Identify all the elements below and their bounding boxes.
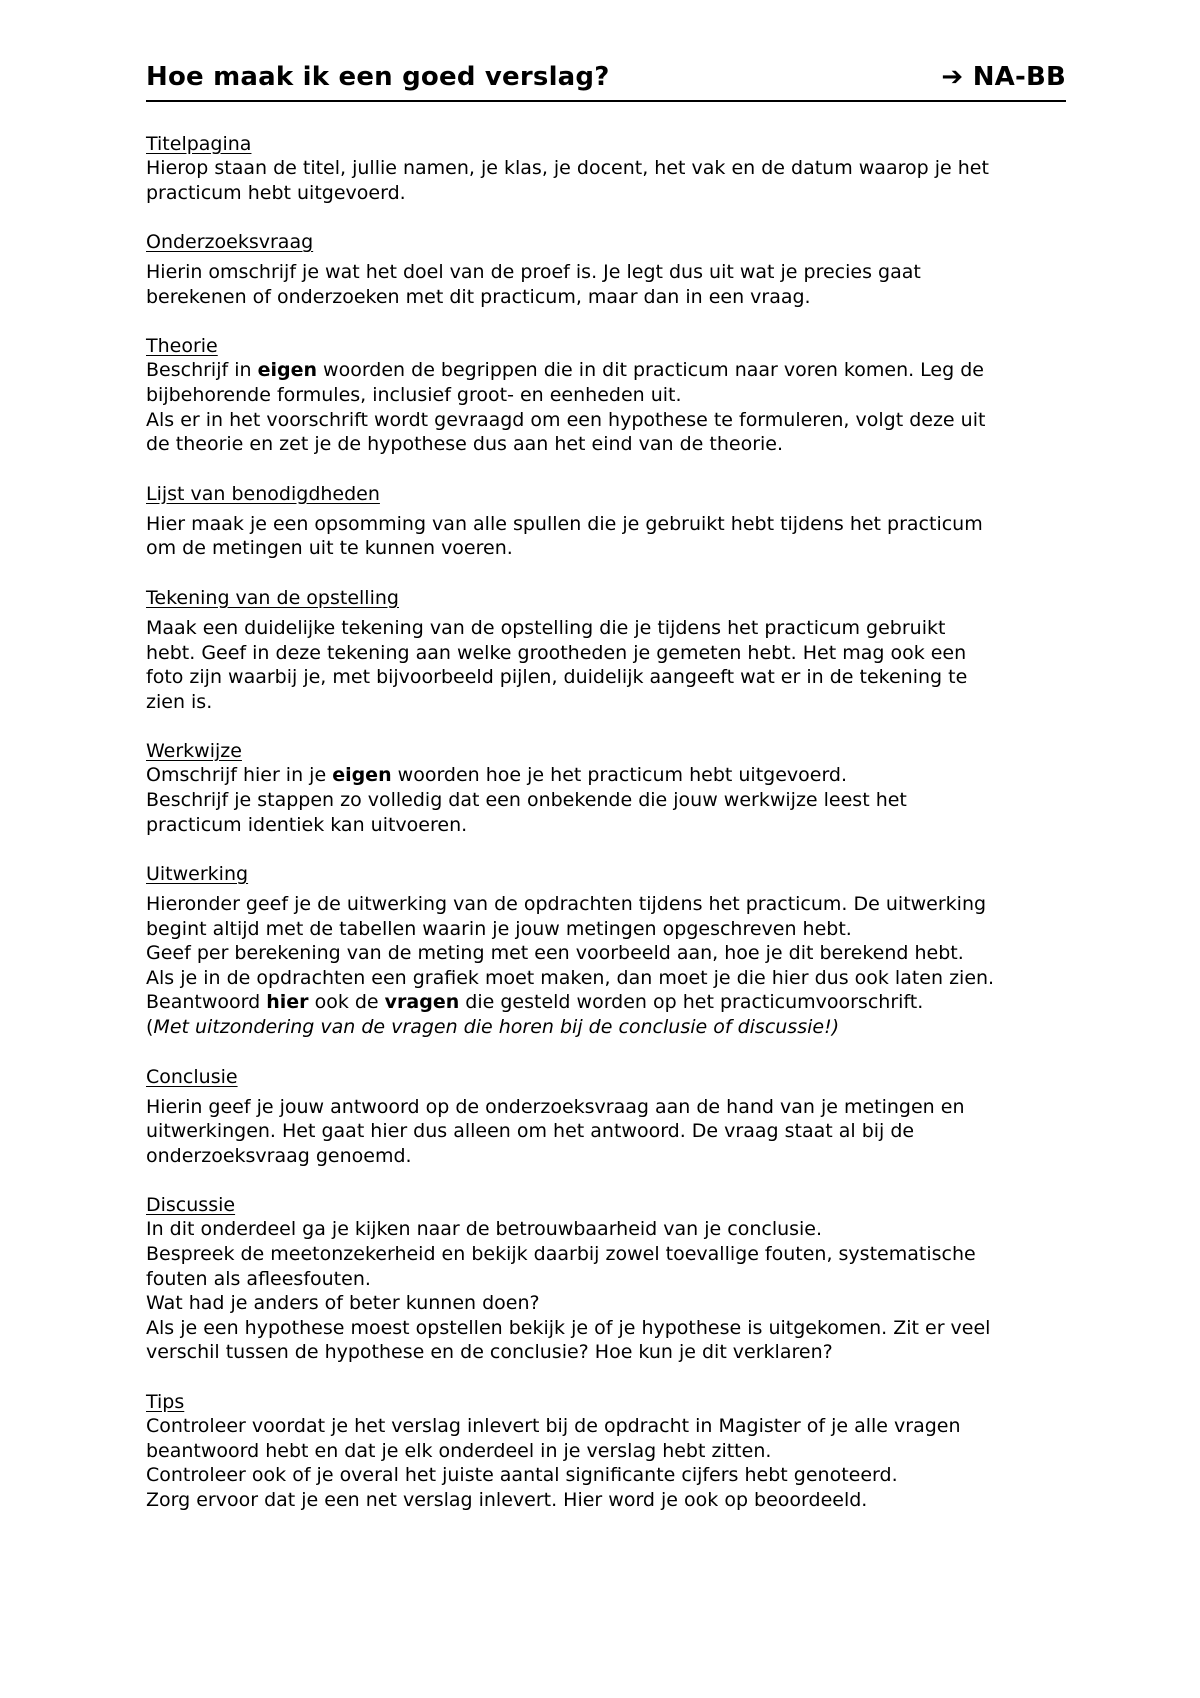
- body-line: [146, 383, 1066, 408]
- body-text: bijbehorende formules, inclusief groot- en eenheden uit.: [146, 383, 682, 406]
- body-text: Hier maak je een opsomming van alle spullen die je gebruikt hebt tijdens het practicum: [146, 512, 983, 535]
- body-text: Zorg ervoor dat je een net verslag inlevert. Hier word je ook op beoordeeld.: [146, 1488, 868, 1511]
- body-text: Maak een duidelijke tekening van de opstelling die je tijdens het practicum gebruikt: [146, 616, 946, 639]
- section-list: [146, 132, 1066, 1512]
- body-line: [146, 763, 1066, 788]
- section: [146, 132, 1066, 205]
- document-header: [146, 54, 1066, 102]
- body-line: [146, 665, 1066, 690]
- body-line: [146, 1340, 1066, 1365]
- emphasis-text: eigen: [257, 359, 317, 382]
- body-text: Als je een hypothese moest opstellen bekijk je of je hypothese is uitgekomen. Zit er veel: [146, 1316, 991, 1339]
- section: [146, 1193, 1066, 1365]
- body-text: ook de: [308, 991, 385, 1014]
- body-line: [146, 156, 1066, 181]
- body-text: Bespreek de meetonzekerheid en bekijk daarbij zowel toevallige fouten, systematische: [146, 1243, 976, 1266]
- section-heading: Lijst van benodigdheden: [146, 482, 380, 505]
- body-text: Als je in de opdrachten een grafiek moet maken, dan moet je die hier dus ook laten zien.: [146, 966, 995, 989]
- section-body: [146, 763, 1066, 837]
- body-text: Omschrijf hier in je: [146, 764, 333, 787]
- section-body: [146, 892, 1066, 1040]
- body-text: Als er in het voorschrift wordt gevraagd om een hypothese te formuleren, volgt deze uit: [146, 408, 986, 431]
- document-page: [146, 54, 1066, 1537]
- body-line: [146, 358, 1066, 383]
- section-body: [146, 1217, 1066, 1365]
- body-line: [146, 181, 1066, 206]
- section-heading: Tekening van de opstelling: [146, 586, 399, 609]
- body-line: [146, 1463, 1066, 1488]
- body-line: [146, 1242, 1066, 1267]
- body-line: [146, 1439, 1066, 1464]
- body-line: [146, 892, 1066, 917]
- body-line: [146, 1291, 1066, 1316]
- section-body: [146, 1095, 1066, 1169]
- body-text: die gesteld worden op het practicumvoorschrift.: [459, 991, 924, 1014]
- body-text: beantwoord hebt en dat je elk onderdeel in je verslag hebt zitten.: [146, 1439, 772, 1462]
- body-line: [146, 966, 1066, 991]
- emphasis-text: hier: [266, 991, 309, 1014]
- body-line: [146, 1119, 1066, 1144]
- body-text: uitwerkingen. Het gaat hier dus alleen om het antwoord. De vraag staat al bij de: [146, 1120, 915, 1143]
- body-text: practicum hebt uitgevoerd.: [146, 181, 406, 204]
- italic-text: Met uitzondering van de vragen die horen bij de conclusie of discussie!): [153, 1016, 840, 1039]
- section: [146, 230, 1066, 309]
- body-text: Wat had je anders of beter kunnen doen?: [146, 1292, 540, 1315]
- body-text: verschil tussen de hypothese en de conclusie? Hoe kun je dit verklaren?: [146, 1341, 833, 1364]
- body-line: [146, 1414, 1066, 1439]
- body-text: Hieronder geef je de uitwerking van de opdrachten tijdens het practicum. De uitwerking: [146, 893, 987, 916]
- section-body: [146, 616, 1066, 714]
- body-line: [146, 1144, 1066, 1169]
- body-line: [146, 616, 1066, 641]
- body-line: [146, 432, 1066, 457]
- body-line: [146, 1217, 1066, 1242]
- arrow-icon: ➔: [941, 62, 964, 92]
- body-line: [146, 1015, 1066, 1040]
- body-line: [146, 690, 1066, 715]
- body-text: Hierin omschrijf je wat het doel van de proef is. Je legt dus uit wat je precies gaat: [146, 261, 921, 284]
- body-line: [146, 408, 1066, 433]
- document-title: Hoe maak ik een goed verslag?: [146, 62, 610, 92]
- body-line: [146, 512, 1066, 537]
- level-tag: [941, 54, 1066, 100]
- section: [146, 862, 1066, 1040]
- body-text: begint altijd met de tabellen waarin je jouw metingen opgeschreven hebt.: [146, 917, 852, 940]
- body-text: Controleer ook of je overal het juiste aantal significante cijfers hebt genoteerd.: [146, 1464, 898, 1487]
- section-heading: Uitwerking: [146, 863, 249, 886]
- body-text: fouten als afleesfouten.: [146, 1267, 371, 1290]
- body-text: zien is.: [146, 690, 213, 713]
- body-line: [146, 536, 1066, 561]
- level-tag-label: NA-BB: [972, 62, 1066, 92]
- body-text: Beantwoord: [146, 991, 267, 1014]
- section-body: [146, 260, 1066, 309]
- body-text: Hierin geef je jouw antwoord op de onderzoeksvraag aan de hand van je metingen en: [146, 1095, 965, 1118]
- body-line: [146, 813, 1066, 838]
- body-line: [146, 641, 1066, 666]
- body-text: foto zijn waarbij je, met bijvoorbeeld pijlen, duidelijk aangeeft wat er in de tekening te: [146, 666, 968, 689]
- section-heading: Theorie: [146, 335, 218, 358]
- section-heading: Conclusie: [146, 1065, 238, 1088]
- emphasis-text: eigen: [332, 764, 392, 787]
- section-heading: Onderzoeksvraag: [146, 231, 314, 254]
- section-body: [146, 1414, 1066, 1512]
- section-heading: Discussie: [146, 1194, 236, 1217]
- body-line: [146, 941, 1066, 966]
- section-body: [146, 358, 1066, 456]
- body-text: hebt. Geef in deze tekening aan welke grootheden je gemeten hebt. Het mag ook een: [146, 641, 967, 664]
- body-text: (: [146, 1016, 154, 1039]
- body-line: [146, 990, 1066, 1015]
- body-text: woorden hoe je het practicum hebt uitgevoerd.: [391, 764, 848, 787]
- body-text: onderzoeksvraag genoemd.: [146, 1144, 412, 1167]
- body-text: woorden de begrippen die in dit practicum naar voren komen. Leg de: [317, 359, 984, 382]
- body-text: practicum identiek kan uitvoeren.: [146, 813, 468, 836]
- body-line: [146, 917, 1066, 942]
- body-line: [146, 260, 1066, 285]
- section: [146, 482, 1066, 561]
- body-line: [146, 285, 1066, 310]
- body-line: [146, 1267, 1066, 1292]
- section: [146, 586, 1066, 714]
- emphasis-text: vragen: [384, 991, 460, 1014]
- section: [146, 1065, 1066, 1169]
- body-text: de theorie en zet je de hypothese dus aan het eind van de theorie.: [146, 433, 784, 456]
- body-line: [146, 1316, 1066, 1341]
- body-text: Beschrijf je stappen zo volledig dat een onbekende die jouw werkwijze leest het: [146, 788, 907, 811]
- section-heading: Tips: [146, 1391, 185, 1413]
- body-text: Controleer voordat je het verslag inlevert bij de opdracht in Magister of je alle vragen: [146, 1415, 961, 1437]
- body-text: om de metingen uit te kunnen voeren.: [146, 537, 513, 560]
- body-text: Beschrijf in: [146, 359, 258, 382]
- body-text: berekenen of onderzoeken met dit practicum, maar dan in een vraag.: [146, 285, 811, 308]
- body-text: Geef per berekening van de meting met een voorbeeld aan, hoe je dit berekend hebt.: [146, 942, 964, 965]
- section-body: [146, 512, 1066, 561]
- body-text: In dit onderdeel ga je kijken naar de betrouwbaarheid van je conclusie.: [146, 1218, 823, 1241]
- body-line: [146, 1488, 1066, 1513]
- body-line: [146, 1095, 1066, 1120]
- body-text: Hierop staan de titel, jullie namen, je klas, je docent, het vak en de datum waarop je het: [146, 157, 989, 179]
- section-body: [146, 156, 1066, 205]
- section-heading: Titelpagina: [146, 133, 252, 155]
- section: [146, 1390, 1066, 1512]
- section-heading: Werkwijze: [146, 740, 242, 763]
- body-line: [146, 788, 1066, 813]
- section: [146, 334, 1066, 456]
- section: [146, 739, 1066, 837]
